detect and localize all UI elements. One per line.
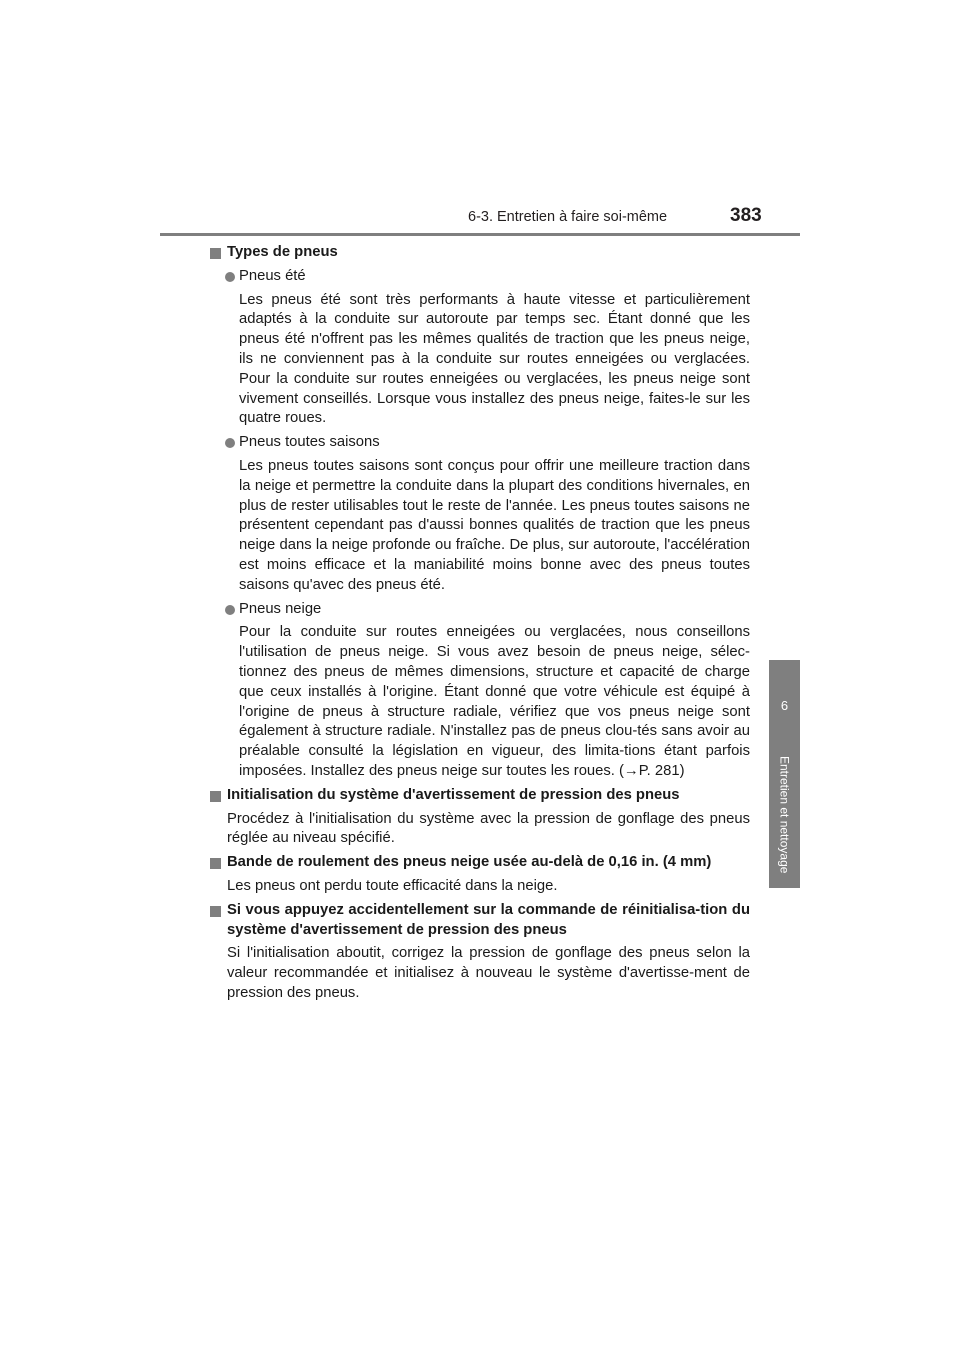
subheading-summer	[210, 267, 750, 287]
subheading-text: Pneus été	[239, 267, 306, 284]
paragraph-summer: Les pneus été sont très performants à haute vitesse et particulièrement adaptés à la conduite sur autoroute par temps sec. Étant donné que les pneus été n'offrent pas les mêmes qualités de traction que les pneus neige, ils ne conviennent pas à la conduite sur routes enneigées ou verglacées. Pour la conduite sur routes enneigées ou verglacées, les pneus neige sont vivement conseillés. Lorsque vous installez des pneus neige, faites-le sur les quatre roues.	[239, 291, 750, 427]
subheading-text: Pneus toutes saisons	[239, 434, 380, 451]
square-bullet-icon	[210, 248, 221, 259]
heading-text: Initialisation du système d'avertissement de pression des pneus	[227, 786, 680, 803]
square-bullet-icon	[210, 906, 221, 917]
page-content	[210, 243, 750, 1008]
round-bullet-icon	[225, 438, 235, 448]
round-bullet-icon	[225, 605, 235, 615]
chapter-side-tab	[769, 660, 800, 888]
header-divider	[160, 233, 800, 236]
paragraph-init: Procédez à l'initialisation du système avec la pression de gonflage des pneus réglée au niveau spécifié.	[227, 810, 750, 847]
paragraph-snow: Pour la conduite sur routes enneigées ou verglacées, nous conseillons l'utilisation de pneus neige. Si vous avez besoin de pneus neige, sélec-tionnez des pneus de mêmes dimensions, structure et capacité de charge que ceux installés à l'origine. Étant donné que votre véhicule est équipé à l'origine de pneus à structure radiale, vérifiez que vos pneus neige sont également à structure radiale. N'installez pas de pneus clou-tés sans avoir au préalable consulté la législation en vigueur, des limita-tions étant parfois imposées. Installez des pneus neige sur toutes les roues. (→P. 281)	[239, 624, 750, 779]
section-heading-types	[210, 243, 750, 263]
header-section-title: 6-3. Entretien à faire soi-même	[468, 209, 668, 225]
paragraph-tread: Les pneus ont perdu toute efficacité dans la neige.	[227, 877, 558, 894]
section-heading-tread	[210, 853, 750, 873]
square-bullet-icon	[210, 858, 221, 869]
page-header	[160, 205, 800, 235]
paragraph-accidental: Si l'initialisation aboutit, corrigez la pression de gonflage des pneus selon la valeur recommandée et initialisez à nouveau le système d'avertisse-ment de pression des pneus.	[227, 945, 750, 1001]
subheading-snow	[210, 600, 750, 620]
section-heading-init	[210, 786, 750, 806]
heading-text: Si vous appuyez accidentellement sur la commande de réinitialisa-tion du système d'avertissement de pression des pneus	[227, 901, 750, 938]
section-heading-accidental	[210, 901, 750, 941]
heading-text: Bande de roulement des pneus neige usée au-delà de 0,16 in. (4 mm)	[227, 854, 712, 871]
chapter-label-box	[769, 750, 800, 880]
subheading-text: Pneus neige	[239, 600, 322, 617]
paragraph-allseason: Les pneus toutes saisons sont conçus pour offrir une meilleure traction dans la neige et permettre la conduite dans la plupart des conditions hivernales, en plus de rester utilisables tout le reste de l'année. Les pneus toutes saisons ne présentent cependant pas d'aussi bonnes qualités de traction que les pneus neige dans la neige profonde ou fraîche. De plus, sur autoroute, l'accélération est moins efficace et la maniabilité moins bonne avec des pneus toutes saisons qu'avec des pneus été.	[239, 457, 750, 593]
heading-text: Types de pneus	[227, 244, 338, 260]
subheading-allseason	[210, 433, 750, 453]
chapter-label: Entretien et nettoyage	[777, 756, 792, 874]
page-number: 383	[730, 205, 762, 226]
chapter-number: 6	[780, 698, 789, 713]
round-bullet-icon	[225, 272, 235, 282]
square-bullet-icon	[210, 791, 221, 802]
